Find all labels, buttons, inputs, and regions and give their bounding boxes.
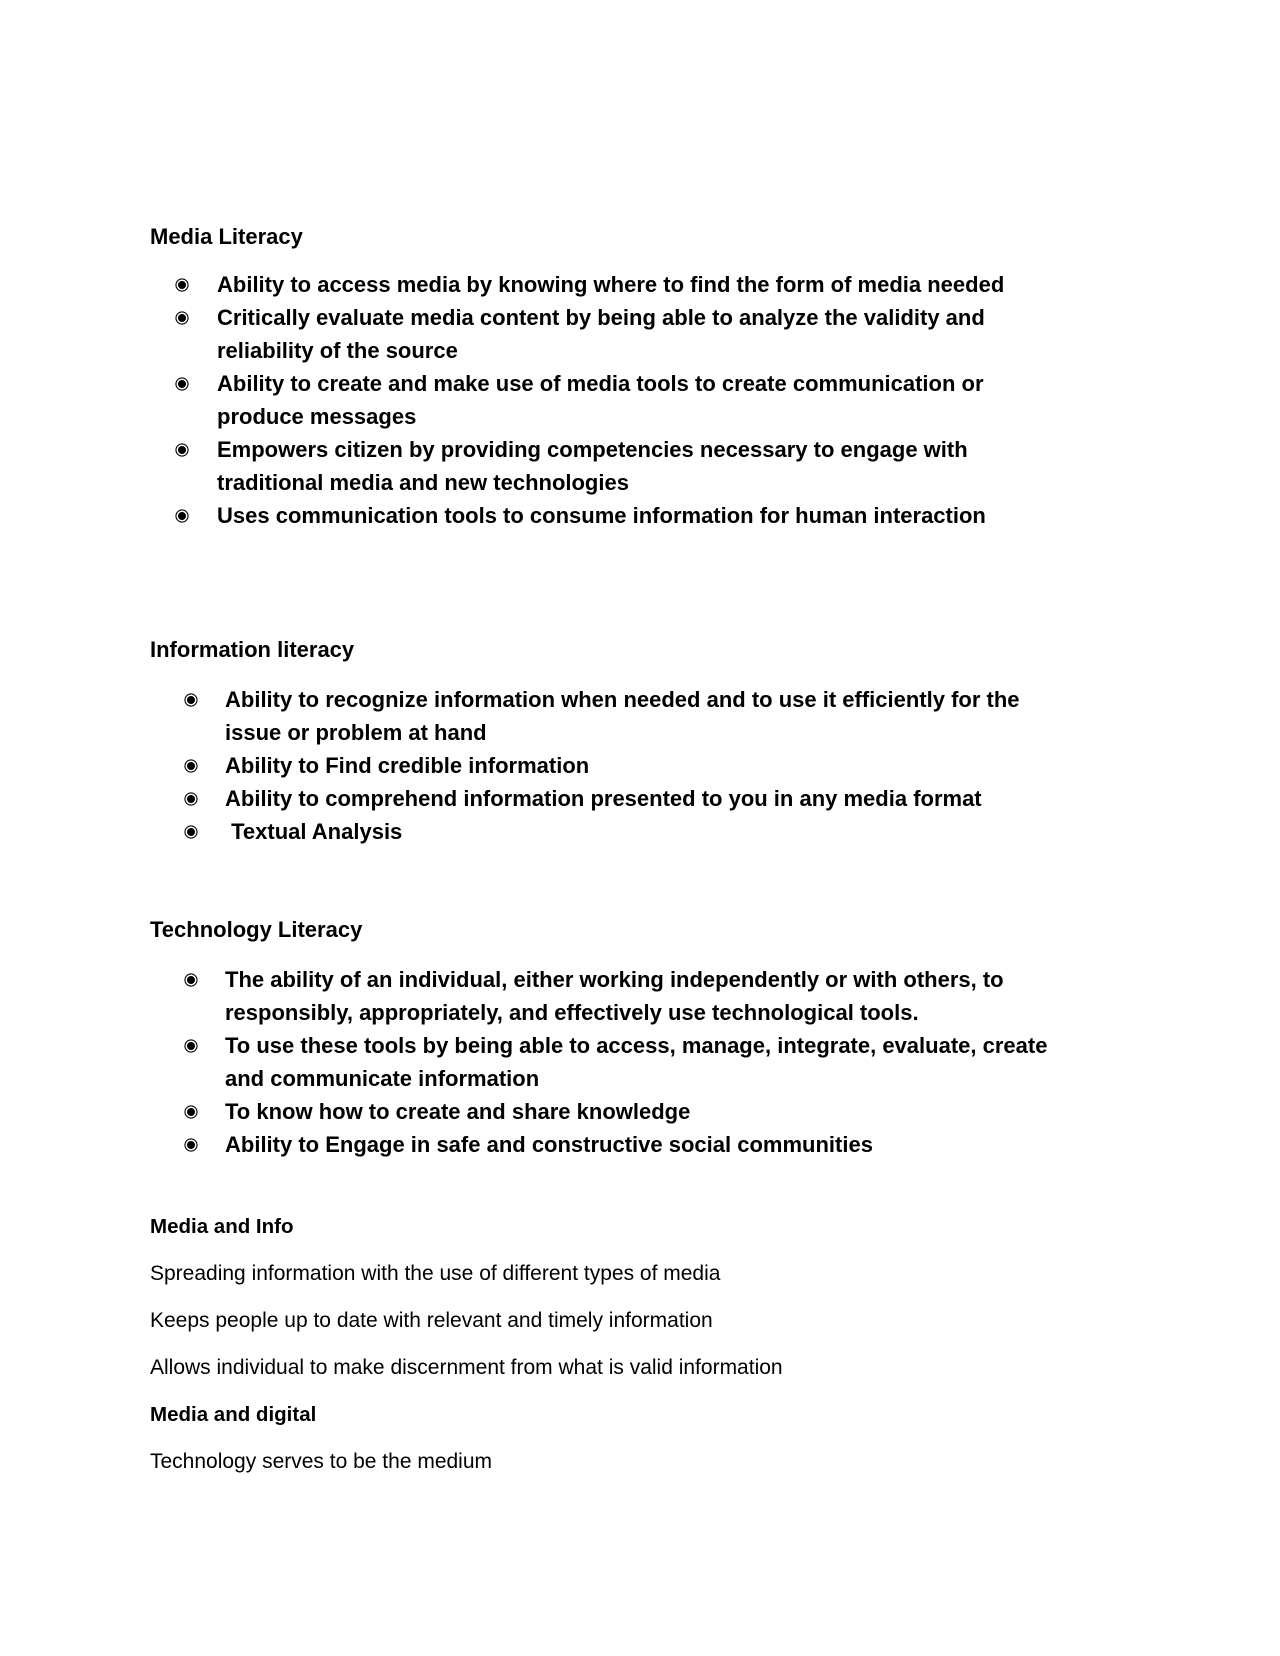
list-item bbox=[150, 1029, 1070, 1095]
list-item-text: Ability to comprehend information presented to you in any media format bbox=[225, 786, 982, 811]
information-literacy-list bbox=[150, 683, 1070, 848]
list-item bbox=[150, 815, 1070, 848]
list-item-text: To know how to create and share knowledge bbox=[225, 1099, 691, 1124]
list-item-text: Ability to Find credible information bbox=[225, 753, 590, 778]
bullet-icon bbox=[178, 380, 186, 388]
media-literacy-list bbox=[150, 268, 1070, 532]
list-item-text: The ability of an individual, either working independently or with others, to responsibly, appropriately, and effectively use technological tools. bbox=[225, 967, 1004, 1025]
technology-literacy-list bbox=[150, 963, 1070, 1161]
list-item bbox=[150, 1128, 1070, 1161]
list-item bbox=[150, 1095, 1070, 1128]
section-title-media-literacy: Media Literacy bbox=[150, 224, 303, 249]
list-item-text: Ability to create and make use of media tools to create communication or produce messages bbox=[217, 371, 984, 429]
bullet-icon bbox=[187, 762, 195, 770]
bullet-icon bbox=[187, 795, 195, 803]
list-item bbox=[150, 367, 1070, 433]
list-item bbox=[150, 301, 1070, 367]
bullet-icon bbox=[187, 1042, 195, 1050]
list-item-text: Textual Analysis bbox=[225, 819, 403, 844]
list-item bbox=[150, 683, 1070, 749]
list-item bbox=[150, 499, 1070, 532]
section-title-media-and-info: Media and Info bbox=[150, 1215, 294, 1238]
list-item-text: Ability to Engage in safe and constructive social communities bbox=[225, 1132, 873, 1157]
bullet-icon bbox=[178, 446, 186, 454]
bullet-icon bbox=[187, 1141, 195, 1149]
paragraph: Keeps people up to date with relevant and timely information bbox=[150, 1309, 713, 1332]
paragraph: Spreading information with the use of different types of media bbox=[150, 1262, 721, 1285]
section-title-information-literacy: Information literacy bbox=[150, 637, 355, 662]
list-item-text: Empowers citizen by providing competencies necessary to engage with traditional media and new technologies bbox=[217, 437, 968, 495]
list-item-text: Critically evaluate media content by being able to analyze the validity and reliability of the source bbox=[217, 305, 985, 363]
section-title-media-and-digital: Media and digital bbox=[150, 1403, 317, 1426]
paragraph: Allows individual to make discernment from what is valid information bbox=[150, 1356, 783, 1379]
list-item-text: Ability to access media by knowing where to find the form of media needed bbox=[217, 272, 1005, 297]
bullet-icon bbox=[187, 976, 195, 984]
list-item bbox=[150, 433, 1070, 499]
list-item bbox=[150, 749, 1070, 782]
list-item-text: Uses communication tools to consume information for human interaction bbox=[217, 503, 986, 528]
bullet-icon bbox=[187, 1108, 195, 1116]
bullet-icon bbox=[187, 828, 195, 836]
list-item bbox=[150, 268, 1070, 301]
bullet-icon bbox=[178, 281, 186, 289]
bullet-icon bbox=[187, 696, 195, 704]
paragraph: Technology serves to be the medium bbox=[150, 1450, 493, 1473]
bullet-icon bbox=[178, 314, 186, 322]
list-item bbox=[150, 963, 1070, 1029]
list-item-text: To use these tools by being able to access, manage, integrate, evaluate, create and communicate information bbox=[225, 1033, 1048, 1091]
section-title-technology-literacy: Technology Literacy bbox=[150, 917, 363, 942]
bullet-icon bbox=[178, 512, 186, 520]
list-item bbox=[150, 782, 1070, 815]
list-item-text: Ability to recognize information when needed and to use it efficiently for the issue or problem at hand bbox=[225, 687, 1020, 745]
